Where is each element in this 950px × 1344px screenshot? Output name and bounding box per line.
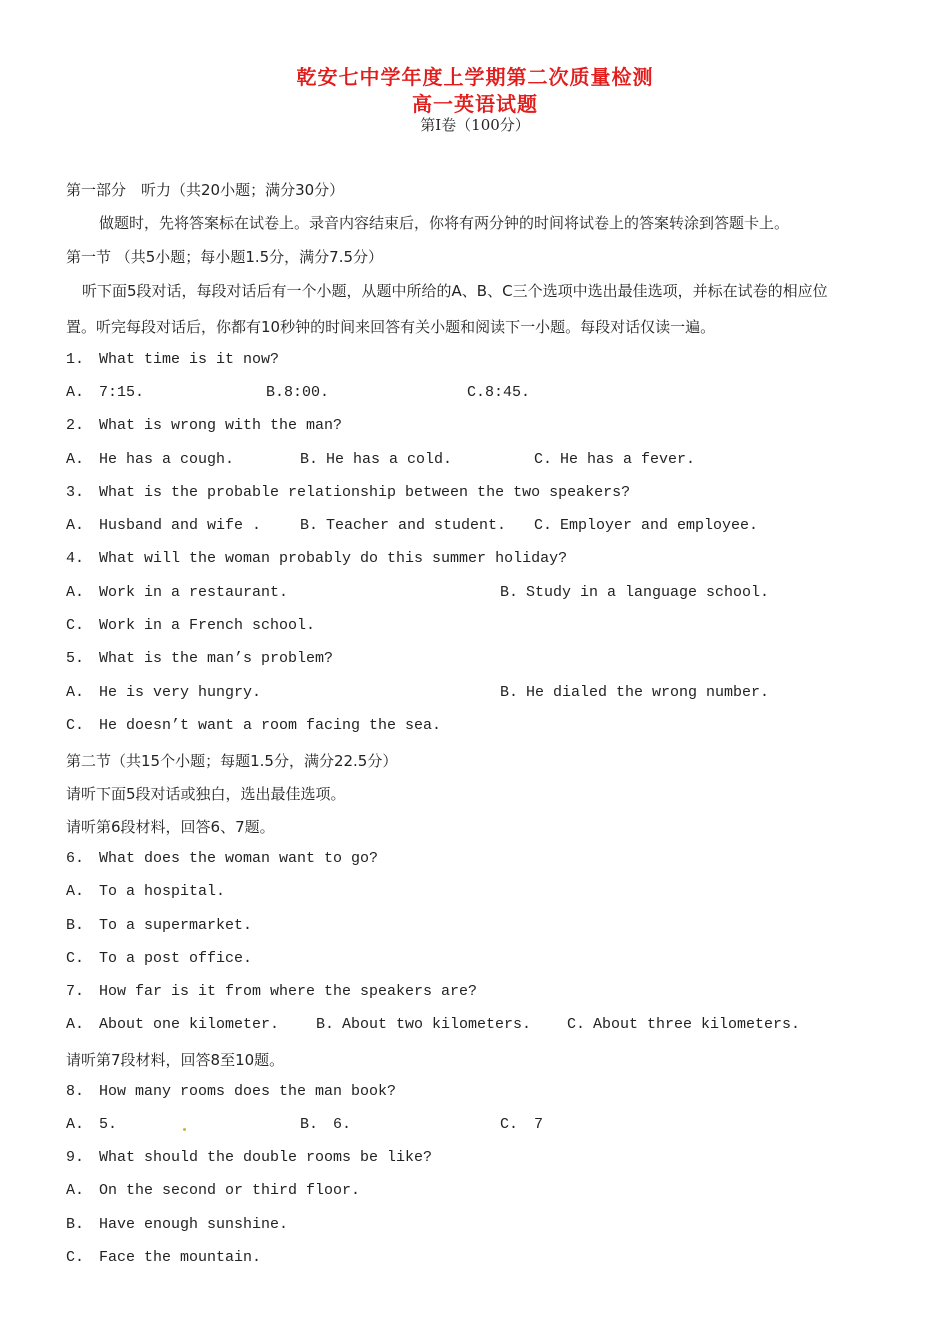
option-letter: A. xyxy=(66,1016,85,1033)
option-text: Work in a restaurant. xyxy=(99,584,289,601)
option-text: He doesn’t want a room facing the sea. xyxy=(99,717,442,734)
option-letter: C. xyxy=(567,1016,586,1033)
question-text: What is the man’s problem? xyxy=(99,650,334,667)
question-text: How many rooms does the man book? xyxy=(99,1083,397,1100)
question-number: 7. xyxy=(66,983,85,1000)
option-letter: A. xyxy=(66,584,85,601)
option-letter: B. xyxy=(316,1016,335,1033)
option-letter: A. xyxy=(66,883,85,900)
option-letter: A. xyxy=(66,517,85,534)
option-text: To a supermarket. xyxy=(99,917,253,934)
option-letter: B. xyxy=(300,517,319,534)
section1-instruction-line2: 置。听完每段对话后，你都有10秒钟的时间来回答有关小题和阅读下一小题。每段对话仅读一遍。 xyxy=(66,318,716,336)
option-letter: C. xyxy=(66,1249,85,1266)
section2-heading: 第二节（共15个小题；每题1.5分，满分22.5分） xyxy=(66,752,398,770)
question-text: What is wrong with the man? xyxy=(99,417,343,434)
material-7-heading: 请听第7段材料，回答8至10题。 xyxy=(66,1051,285,1069)
option-text: C.8:45. xyxy=(467,384,531,401)
question-text: What should the double rooms be like? xyxy=(99,1149,433,1166)
option-text: He has a fever. xyxy=(560,451,696,468)
stray-dot-mark xyxy=(183,1128,186,1131)
option-letter: A. xyxy=(66,451,85,468)
option-letter: B. xyxy=(300,1116,319,1133)
question-text: What is the probable relationship between the two speakers? xyxy=(99,484,631,501)
option-letter: C. xyxy=(66,717,85,734)
exam-subtitle: 高一英语试题 xyxy=(412,92,538,116)
option-text: About one kilometer. xyxy=(99,1016,280,1033)
option-text: He has a cough. xyxy=(99,451,235,468)
option-text: Study in a language school. xyxy=(526,584,770,601)
part1-instruction: 做题时，先将答案标在试卷上。录音内容结束后，你将有两分钟的时间将试卷上的答案转涂到答题卡上。 xyxy=(99,214,790,232)
question-text: What does the woman want to go? xyxy=(99,850,379,867)
option-text: About two kilometers. xyxy=(342,1016,532,1033)
section1-heading: 第一节 （共5小题；每小题1.5分，满分7.5分） xyxy=(66,248,384,266)
question-number: 4. xyxy=(66,550,85,567)
option-text: To a post office. xyxy=(99,950,253,967)
option-letter: B. xyxy=(500,684,519,701)
question-number: 8. xyxy=(66,1083,85,1100)
section2-instruction: 请听下面5段对话或独白，选出最佳选项。 xyxy=(66,785,346,803)
option-letter: C. xyxy=(66,950,85,967)
option-text: He is very hungry. xyxy=(99,684,262,701)
option-letter: C. xyxy=(534,517,553,534)
option-text: Work in a French school. xyxy=(99,617,316,634)
question-text: What time is it now? xyxy=(99,351,280,368)
part1-heading: 第一部分 听力（共20小题；满分30分） xyxy=(66,181,345,199)
option-text: Teacher and student. xyxy=(326,517,507,534)
option-letter: A. xyxy=(66,1116,85,1133)
option-letter: A. xyxy=(66,1182,85,1199)
question-number: 6. xyxy=(66,850,85,867)
question-text: How far is it from where the speakers are? xyxy=(99,983,478,1000)
option-letter: A. xyxy=(66,684,85,701)
option-text: 7 xyxy=(534,1116,544,1133)
option-letter: B. xyxy=(500,584,519,601)
material-6-heading: 请听第6段材料，回答6、7题。 xyxy=(66,818,275,836)
option-text: He has a cold. xyxy=(326,451,453,468)
question-number: 1. xyxy=(66,351,85,368)
option-letter: B. xyxy=(300,451,319,468)
question-number: 9. xyxy=(66,1149,85,1166)
option-text: B.8:00. xyxy=(266,384,330,401)
option-text: 7:15. xyxy=(99,384,145,401)
option-text: He dialed the wrong number. xyxy=(526,684,770,701)
volume-label: 第Ⅰ卷（100分） xyxy=(420,116,530,134)
option-text: To a hospital. xyxy=(99,883,226,900)
question-number: 3. xyxy=(66,484,85,501)
option-text: 5. xyxy=(99,1116,118,1133)
option-letter: B. xyxy=(66,917,85,934)
option-letter: B. xyxy=(66,1216,85,1233)
option-text: Employer and employee. xyxy=(560,517,759,534)
option-text: On the second or third floor. xyxy=(99,1182,361,1199)
question-number: 5. xyxy=(66,650,85,667)
option-letter: C. xyxy=(534,451,553,468)
section1-instruction-line1: 听下面5段对话，每段对话后有一个小题，从题中所给的A、B、C三个选项中选出最佳选项，并标在试卷的相应位 xyxy=(82,282,828,300)
option-letter: A. xyxy=(66,384,85,401)
option-letter: C. xyxy=(500,1116,519,1133)
exam-title: 乾安七中学年度上学期第二次质量检测 xyxy=(296,65,654,89)
option-letter: C. xyxy=(66,617,85,634)
option-text: About three kilometers. xyxy=(593,1016,801,1033)
question-number: 2. xyxy=(66,417,85,434)
option-text: Face the mountain. xyxy=(99,1249,262,1266)
option-text: Husband and wife . xyxy=(99,517,262,534)
question-text: What will the woman probably do this summer holiday? xyxy=(99,550,568,567)
option-text: 6. xyxy=(333,1116,352,1133)
option-text: Have enough sunshine. xyxy=(99,1216,289,1233)
